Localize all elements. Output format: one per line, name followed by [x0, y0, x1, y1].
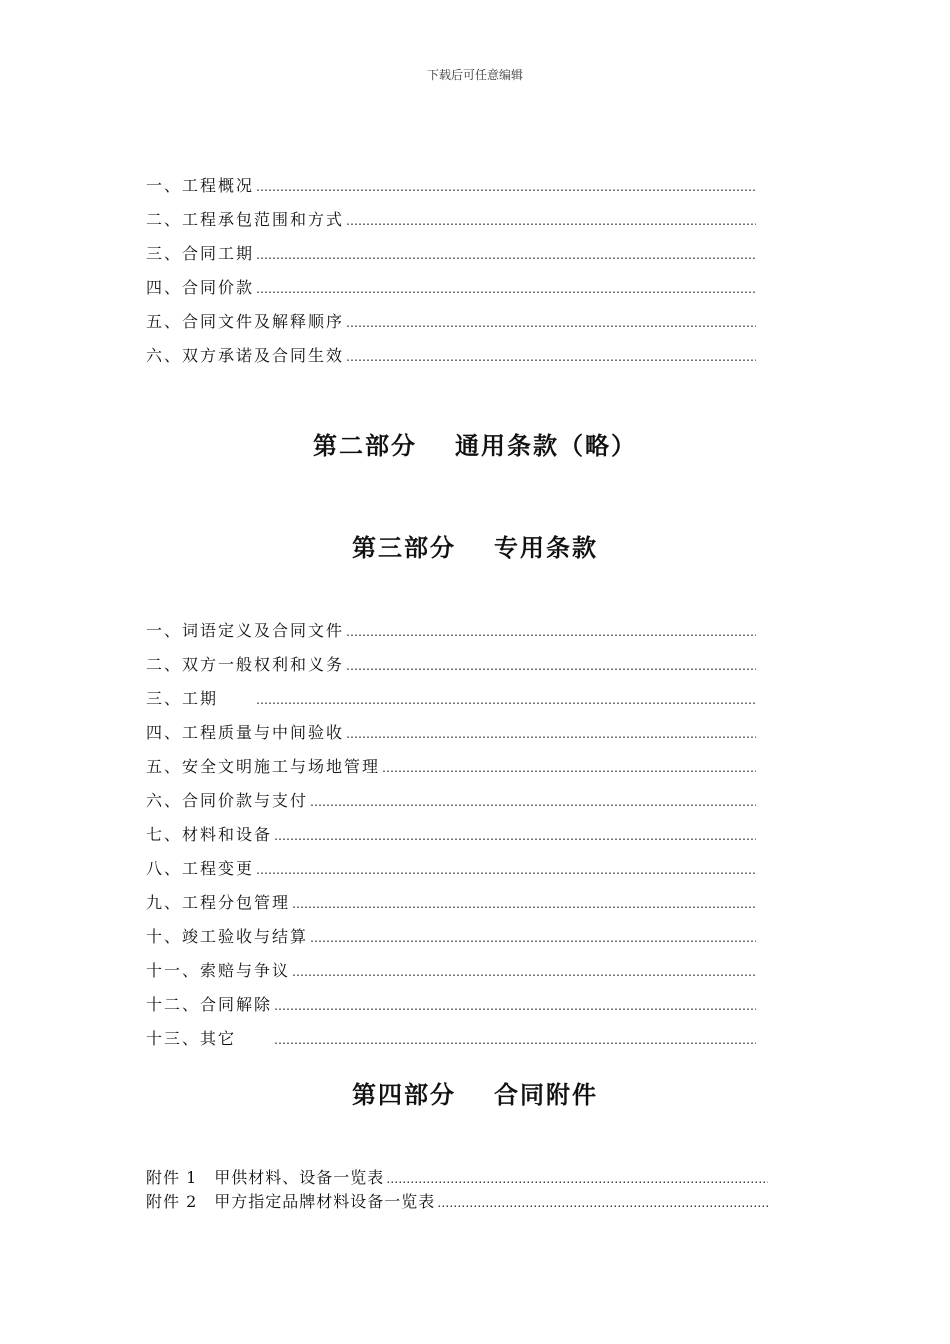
- toc-entry-label: 附件 1 甲供材料、设备一览表: [146, 1168, 385, 1187]
- toc-entry-label: 六、双方承诺及合同生效: [146, 346, 345, 365]
- part4-title-name: 合同附件: [494, 1081, 598, 1109]
- toc-entry-label: 五、安全文明施工与场地管理: [146, 757, 381, 776]
- leader-dots: [346, 649, 756, 682]
- leader-dots: [256, 170, 756, 203]
- toc-entry[interactable]: [146, 750, 756, 784]
- part4-title-number: 第四部分: [352, 1081, 456, 1109]
- toc-entry[interactable]: [146, 614, 756, 648]
- toc-entry-label: 一、工程概况: [146, 176, 255, 195]
- leader-dots: [386, 1167, 768, 1190]
- toc-entry[interactable]: [146, 339, 756, 373]
- part4-toc: [146, 1166, 768, 1214]
- toc-entry-label: 二、双方一般权利和义务: [146, 655, 345, 674]
- leader-dots: [256, 853, 756, 886]
- leader-dots: [256, 683, 756, 716]
- toc-entry-label: 十一、索赔与争议: [146, 961, 291, 980]
- part1-toc: [146, 169, 756, 373]
- toc-entry-label: 三、工期: [146, 689, 219, 708]
- part2-title-name: 通用条款（略）: [455, 432, 637, 460]
- toc-entry[interactable]: [146, 682, 756, 716]
- leader-dots: [346, 717, 756, 750]
- toc-entry-label: 一、词语定义及合同文件: [146, 621, 345, 640]
- part3-title-name: 专用条款: [494, 534, 598, 562]
- toc-entry[interactable]: [146, 203, 756, 237]
- leader-dots: [382, 751, 756, 784]
- part3-title-number: 第三部分: [352, 534, 456, 562]
- leader-dots: [346, 306, 756, 339]
- leader-dots: [256, 238, 756, 271]
- part4-title: [0, 1075, 950, 1110]
- toc-entry[interactable]: [146, 648, 756, 682]
- toc-entry[interactable]: [146, 920, 756, 954]
- toc-entry-label: 四、工程质量与中间验收: [146, 723, 345, 742]
- toc-entry-label: 九、工程分包管理: [146, 893, 291, 912]
- toc-entry[interactable]: [146, 1022, 756, 1056]
- toc-entry[interactable]: [146, 886, 756, 920]
- toc-entry-label: 十三、其它: [146, 1029, 237, 1048]
- leader-dots: [346, 204, 756, 237]
- leader-dots: [256, 272, 756, 305]
- toc-entry[interactable]: [146, 988, 756, 1022]
- leader-dots: [292, 955, 756, 988]
- leader-dots: [310, 785, 756, 818]
- toc-entry-label: 五、合同文件及解释顺序: [146, 312, 345, 331]
- part2-title: [0, 426, 950, 461]
- toc-entry[interactable]: [146, 169, 756, 203]
- toc-entry-label: 四、合同价款: [146, 278, 255, 297]
- toc-entry-label: 八、工程变更: [146, 859, 255, 878]
- leader-dots: [346, 615, 756, 648]
- toc-entry[interactable]: [146, 1166, 768, 1190]
- part3-toc: [146, 614, 756, 1056]
- page-header: 下载后可任意编辑: [426, 68, 523, 82]
- leader-dots: [274, 1023, 756, 1056]
- toc-entry-label: 附件 2 甲方指定品牌材料设备一览表: [146, 1192, 436, 1211]
- toc-entry[interactable]: [146, 305, 756, 339]
- part3-title: [0, 528, 950, 563]
- toc-entry-label: 二、工程承包范围和方式: [146, 210, 345, 229]
- leader-dots: [292, 887, 756, 920]
- toc-entry[interactable]: [146, 237, 756, 271]
- toc-entry-label: 十、竣工验收与结算: [146, 927, 309, 946]
- toc-entry-label: 七、材料和设备: [146, 825, 273, 844]
- leader-dots: [310, 921, 756, 954]
- toc-entry[interactable]: [146, 271, 756, 305]
- toc-entry-label: 三、合同工期: [146, 244, 255, 263]
- toc-entry-label: 六、合同价款与支付: [146, 791, 309, 810]
- toc-entry[interactable]: [146, 1190, 768, 1214]
- toc-entry[interactable]: [146, 954, 756, 988]
- toc-entry[interactable]: [146, 716, 756, 750]
- toc-entry[interactable]: [146, 784, 756, 818]
- leader-dots: [274, 989, 756, 1022]
- leader-dots: [346, 340, 756, 373]
- leader-dots: [274, 819, 756, 852]
- toc-entry-label: 十二、合同解除: [146, 995, 273, 1014]
- part2-title-number: 第二部分: [313, 432, 417, 460]
- toc-entry[interactable]: [146, 852, 756, 886]
- toc-entry[interactable]: [146, 818, 756, 852]
- leader-dots: [437, 1191, 768, 1214]
